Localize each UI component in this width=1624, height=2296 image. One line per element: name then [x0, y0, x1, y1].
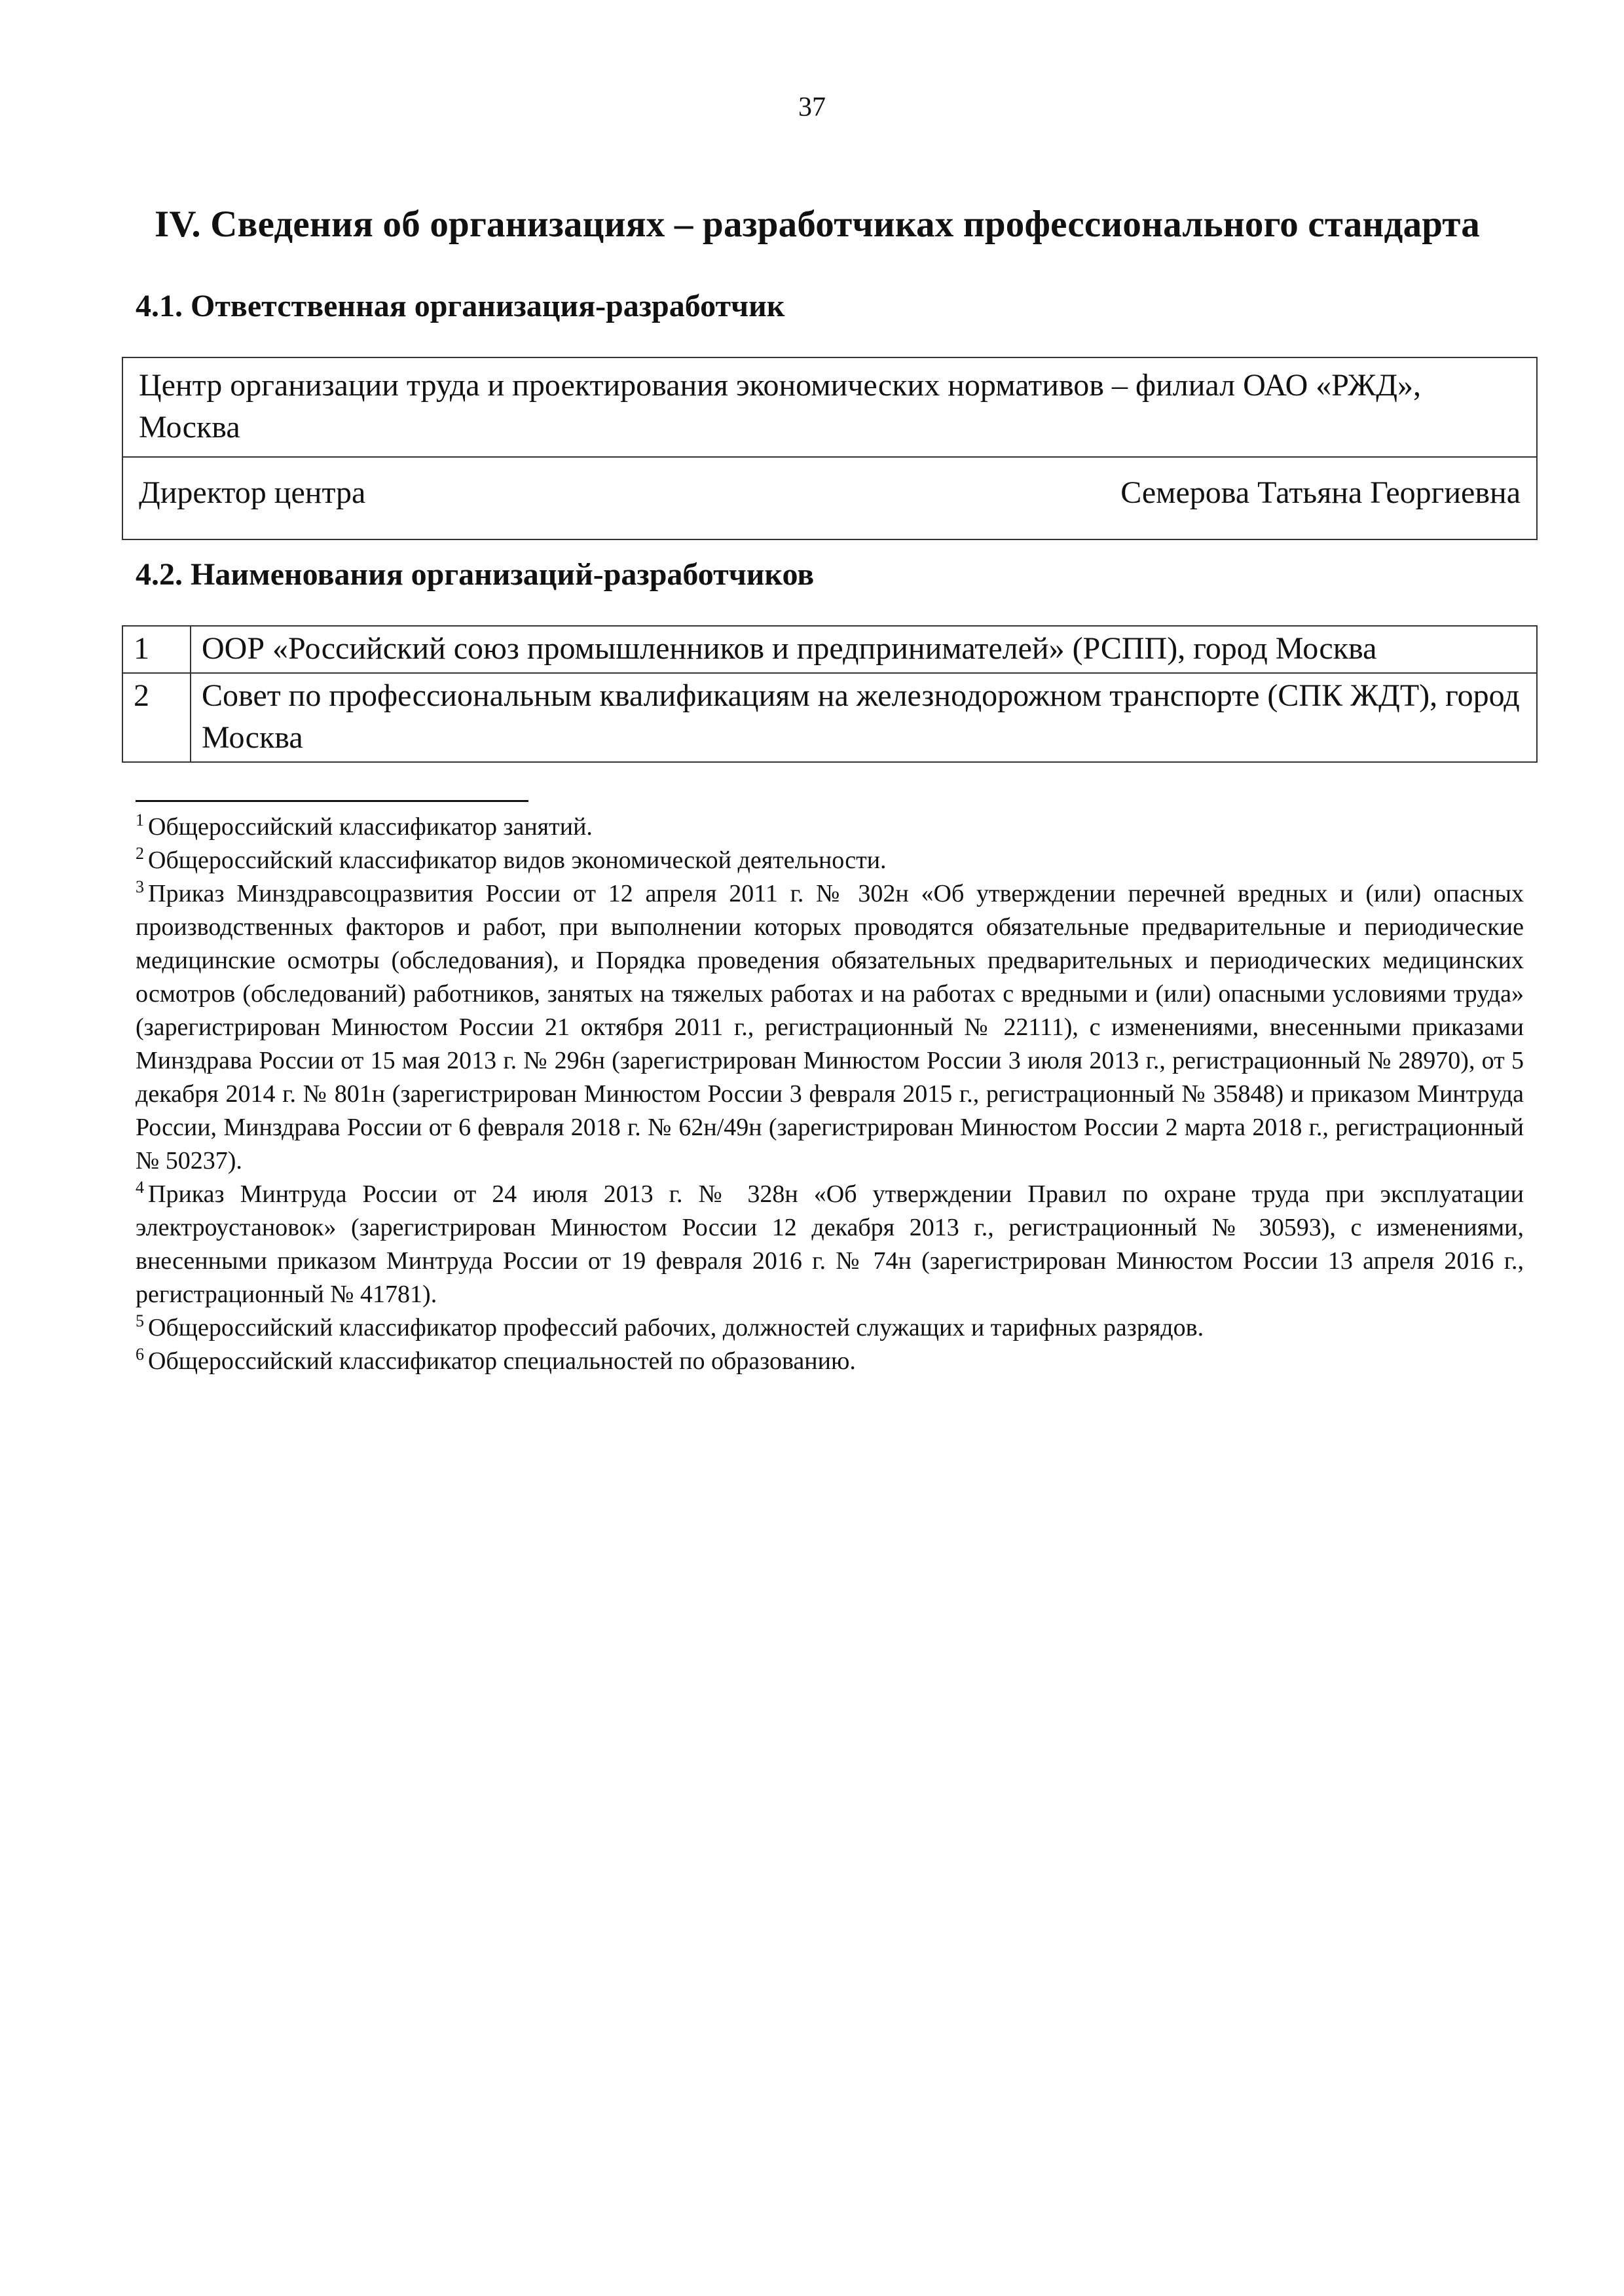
footnote-mark: 3 [136, 877, 144, 897]
footnote-text: Общероссийский классификатор видов экономической деятельности. [148, 847, 887, 874]
footnote [136, 844, 1524, 877]
responsible-org-table [122, 357, 1538, 540]
developer-orgs-table [122, 625, 1538, 763]
table-row [122, 673, 1537, 762]
footnote-text: Приказ Минздравсоцразвития России от 12 апреля 2011 г. № 302н «Об утверждении перечней вредных и (или) опасных производственных факторов и работ, при выполнении которых проводятся обязательные предварительные и периодические медицинские осмотры (обследования), и Порядка проведения обязательных предварительных и периодических медицинских осмотров (обследований) работников, занятых на тяжелых работах и на работах с вредными и (или) опасными условиями труда» (зарегистрирован Минюстом России 21 октября 2011 г., регистрационный № 22111), с изменениями, внесенными приказами Минздрава России от 15 мая 2013 г. № 296н (зарегистрирован Минюстом России 3 июля 2013 г., регистрационный № 28970), от 5 декабря 2014 г. № 801н (зарегистрирован Минюстом России 3 февраля 2015 г., регистрационный № 35848) и приказом Минтруда России, Минздрава России от 6 февраля 2018 г. № 62н/49н (зарегистрирован Минюстом России 2 марта 2018 г., регистрационный № 50237). [136, 880, 1524, 1175]
footnote [136, 1311, 1524, 1345]
footnote-mark: 2 [136, 844, 144, 864]
director-row [122, 457, 1537, 539]
footnote [136, 811, 1524, 844]
responsible-org-row [122, 357, 1537, 457]
page-number: 37 [798, 92, 826, 122]
footnote [136, 1178, 1524, 1311]
org-name: Совет по профессиональным квалификациям на железнодорожном транспорте (СПК ЖДТ), город Москва [191, 673, 1537, 762]
footnote-mark: 5 [136, 1311, 144, 1331]
director-name: Семерова Татьяна Георгиевна [1120, 475, 1521, 510]
section-heading: IV. Сведения об организациях – разработчиках профессионального стандарта [155, 204, 1481, 245]
responsible-org-name: Центр организации труда и проектирования экономических нормативов – филиал ОАО «РЖД», Москва [122, 357, 1537, 457]
footnote-text: Общероссийский классификатор профессий рабочих, должностей служащих и тарифных разрядов. [148, 1314, 1204, 1341]
footnote [136, 877, 1524, 1178]
developer-orgs-heading: 4.2. Наименования организаций-разработчиков [136, 557, 815, 592]
footnote-text: Общероссийский классификатор специальностей по образованию. [148, 1347, 856, 1375]
org-name: ООР «Российский союз промышленников и предпринимателей» (РСПП), город Москва [191, 626, 1537, 673]
row-number: 1 [122, 626, 191, 673]
row-number: 2 [122, 673, 191, 762]
footnote-text: Общероссийский классификатор занятий. [148, 813, 593, 841]
footnote [136, 1345, 1524, 1378]
footnote-mark: 4 [136, 1178, 144, 1197]
footnotes [136, 811, 1524, 1378]
footnote-separator [136, 800, 528, 802]
director-cell [122, 457, 1537, 539]
footnote-mark: 1 [136, 811, 144, 830]
footnote-text: Приказ Минтруда России от 24 июля 2013 г. № 328н «Об утверждении Правил по охране труда при эксплуатации электроустановок» (зарегистрирован Минюстом России 12 декабря 2013 г., регистрационный № 30593), с изменениями, внесенными приказом Минтруда России от 19 февраля 2016 г. № 74н (зарегистрирован Минюстом России 13 апреля 2016 г., регистрационный № 41781). [136, 1180, 1524, 1308]
footnote-mark: 6 [136, 1345, 144, 1364]
director-position: Директор центра [139, 475, 366, 510]
responsible-org-heading: 4.1. Ответственная организация-разработчик [136, 289, 785, 323]
table-row [122, 626, 1537, 673]
